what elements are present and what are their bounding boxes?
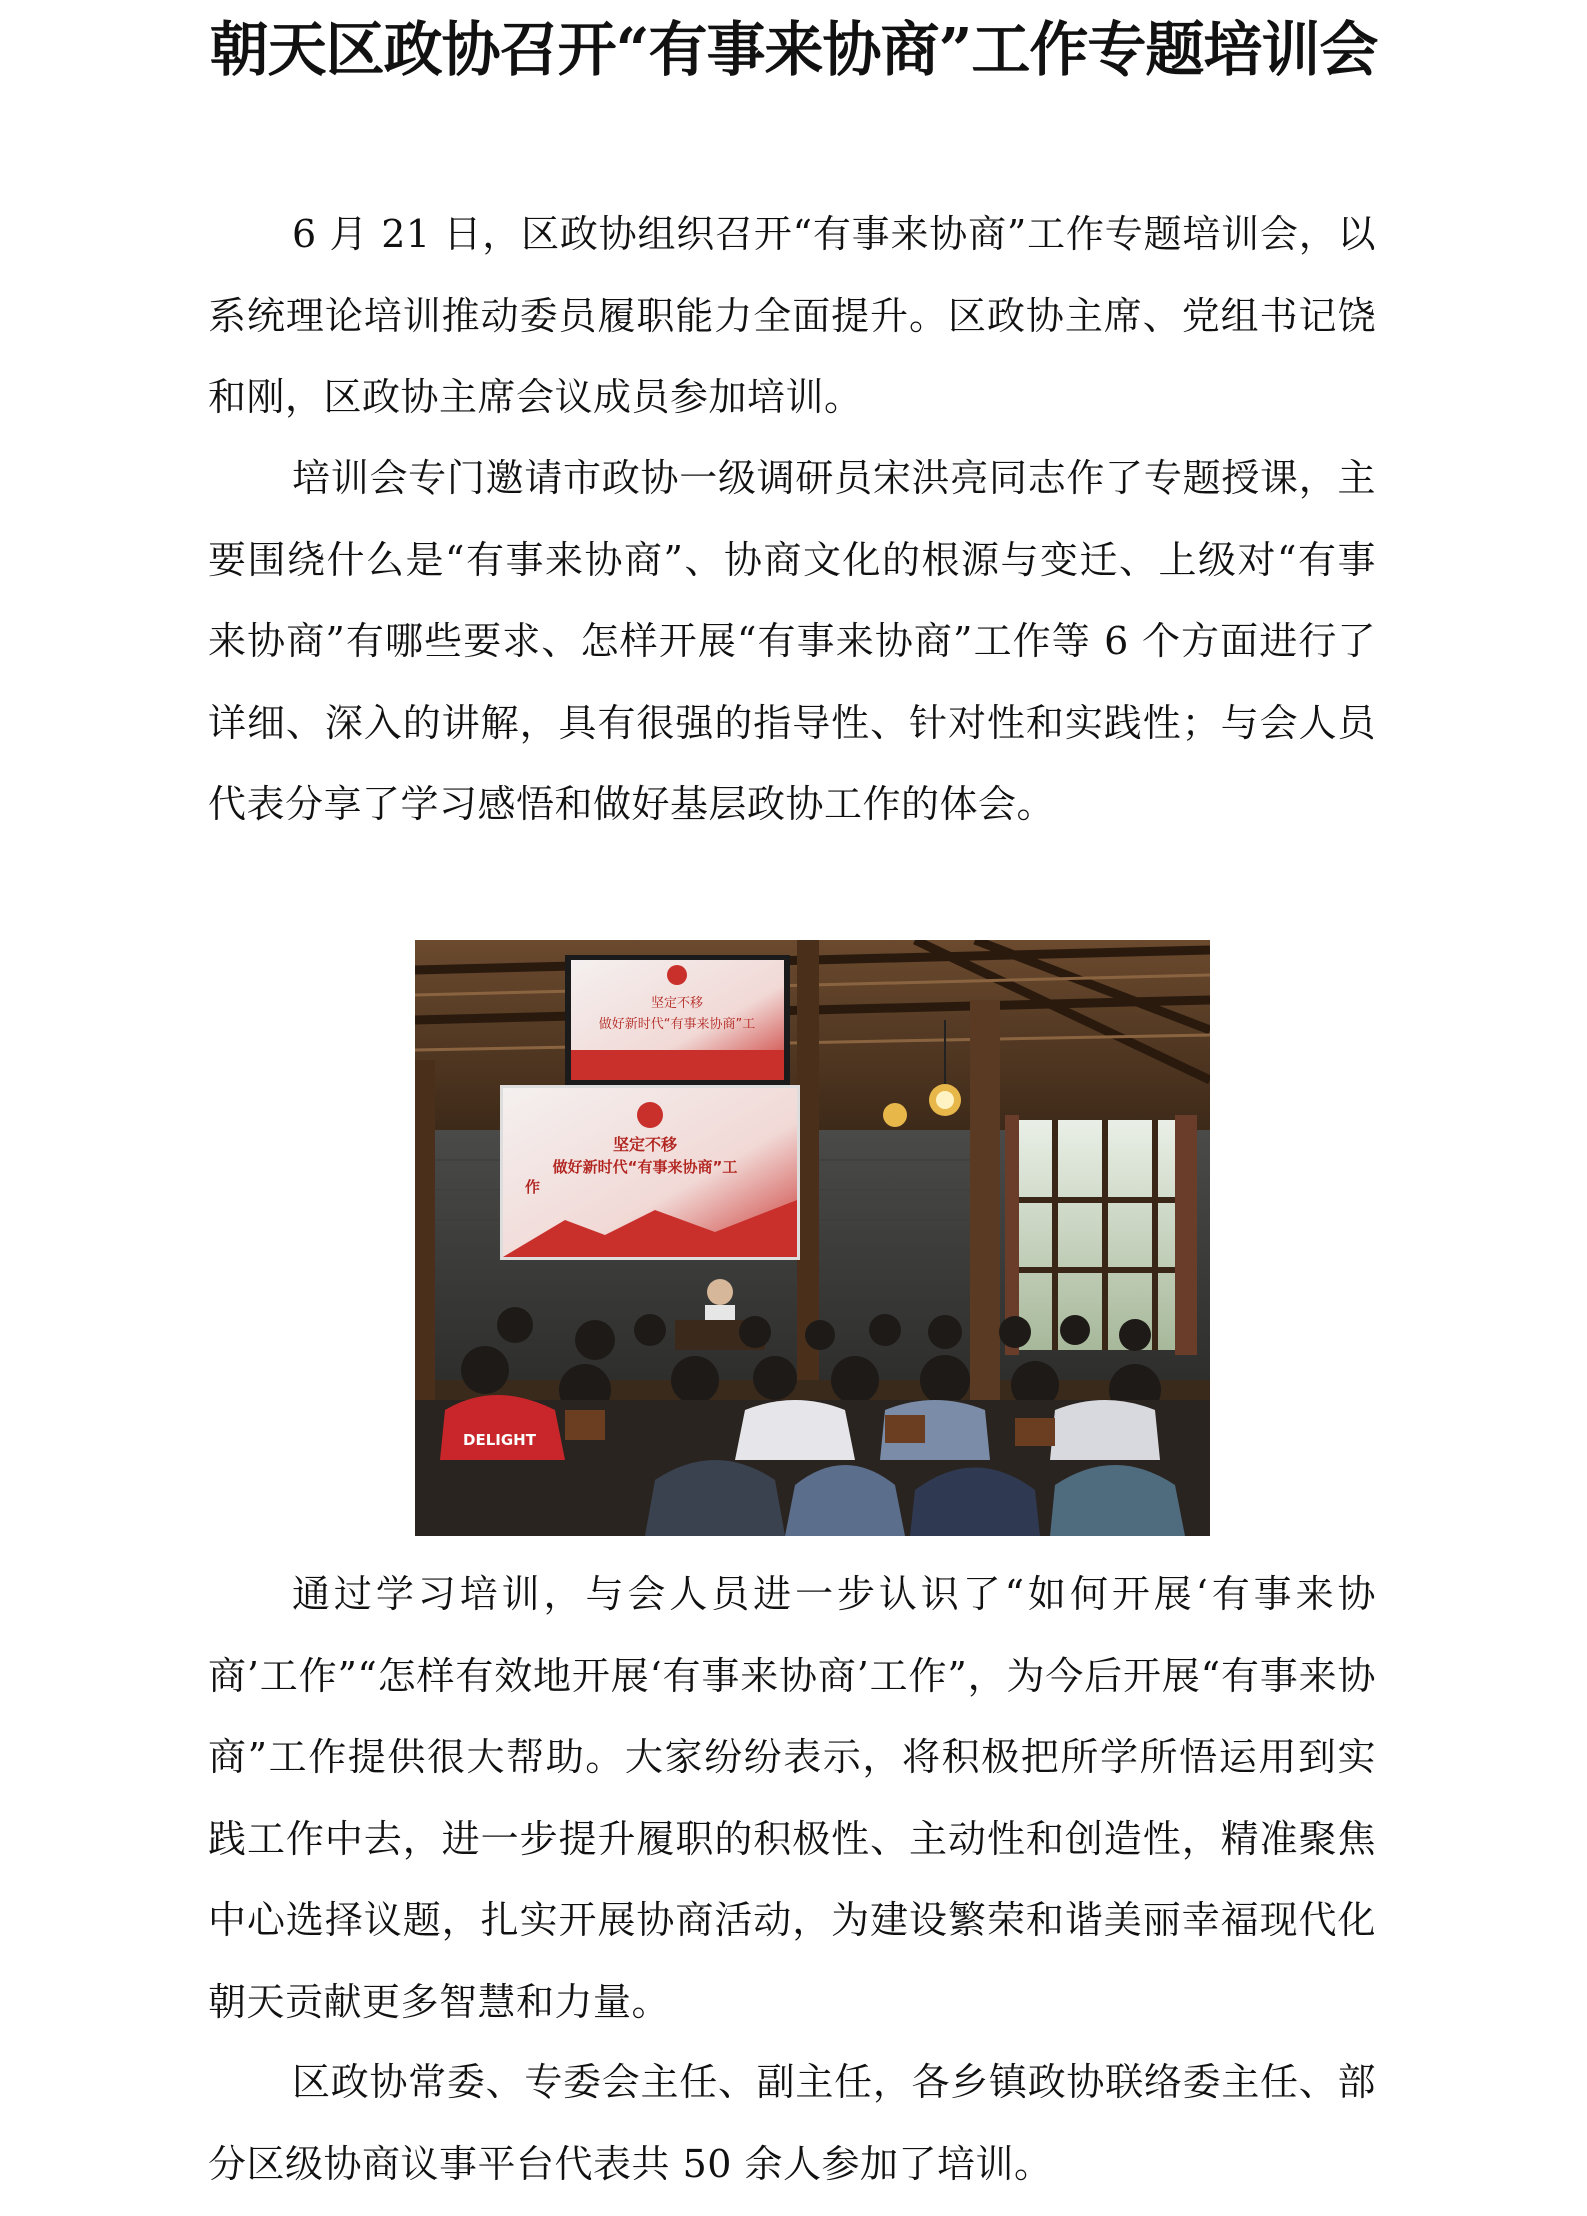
- projection-line-3: 作: [525, 1178, 541, 1196]
- tv-line-2: 做好新时代“有事来协商”工: [598, 1017, 756, 1032]
- paragraph-4: 区政协常委、专委会主任、副主任，各乡镇政协联络委主任、部分区级协商议事平台代表共 50 余人参加了培训。: [208, 2060, 1376, 2186]
- projection-line-2: 做好新时代“有事来协商”工: [552, 1158, 738, 1176]
- projection-line-1: 坚定不移: [612, 1135, 678, 1154]
- paragraph-2: 培训会专门邀请市政协一级调研员宋洪亮同志作了专题授课，主要围绕什么是“有事来协商”、协商文化的根源与变迁、上级对“有事来协商”有哪些要求、怎样开展“有事来协商”工作等 6 个方面进行了详细、深入的讲解，具有很强的指导性、针对性和实践性；与会人员代表分享了学习感悟和做好基层政协工作的体会。: [208, 456, 1376, 826]
- training-photo: [415, 940, 1210, 1536]
- page-title: 朝天区政协召开“有事来协商”工作专题培训会: [209, 15, 1378, 84]
- paragraph-3: 通过学习培训，与会人员进一步认识了“如何开展‘有事来协商’工作”“怎样有效地开展‘有事来协商’工作”，为今后开展“有事来协商”工作提供很大帮助。大家纷纷表示，将积极把所学所悟运用到实践工作中去，进一步提升履职的积极性、主动性和创造性，精准聚焦中心选择议题，扎实开展协商活动，为建设繁荣和谐美丽幸福现代化朝天贡献更多智慧和力量。: [208, 1572, 1376, 2024]
- training-photo-illustration: [415, 940, 1210, 1536]
- shirt-print: DELIGHT: [463, 1431, 536, 1449]
- paragraph-1: 6 月 21 日，区政协组织召开“有事来协商”工作专题培训会，以系统理论培训推动委员履职能力全面提升。区政协主席、党组书记饶和刚，区政协主席会议成员参加培训。: [208, 212, 1376, 419]
- tv-line-1: 坚定不移: [650, 996, 704, 1011]
